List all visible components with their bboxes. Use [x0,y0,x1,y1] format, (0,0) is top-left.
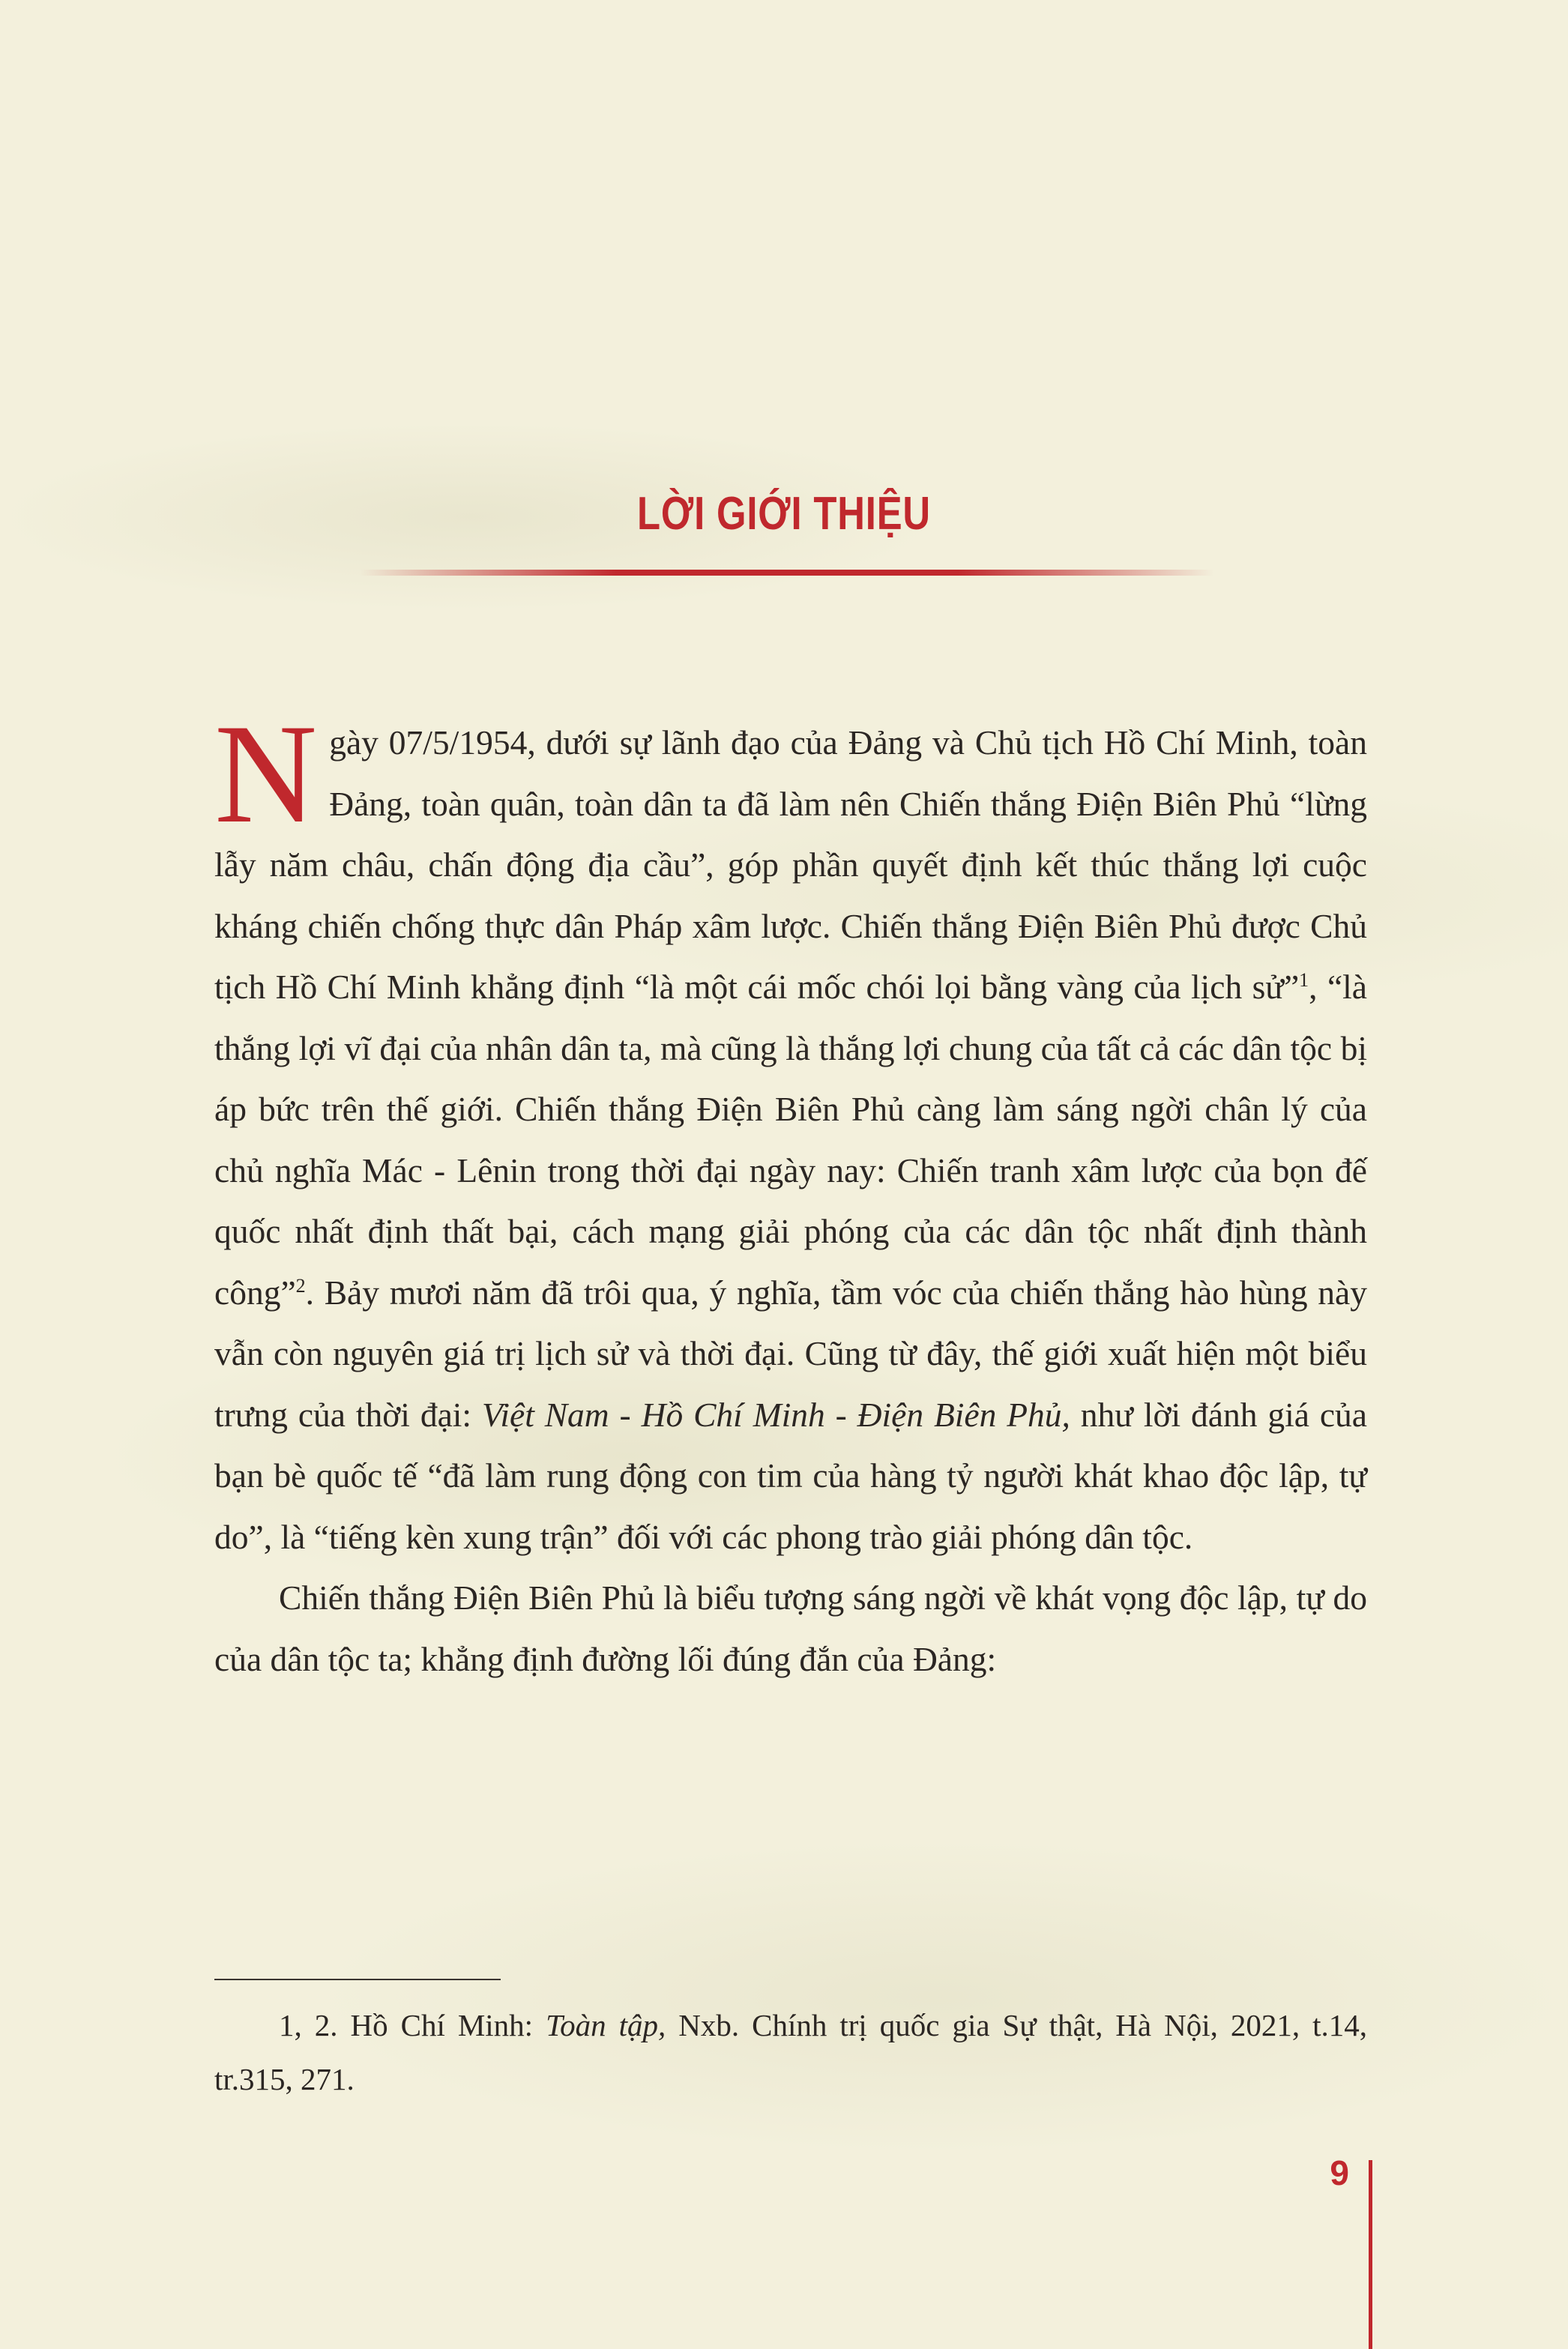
page-number: 9 [1330,2153,1349,2192]
title-underline [360,570,1214,576]
footnote-text-end: Nxb. Chính trị quốc gia Sự thật, Hà Nội, 2021, t.14, tr.315, 271. [214,2008,1367,2096]
footnote-ref-1: 1 [1299,969,1309,991]
footnote-divider [214,1979,501,1980]
paragraph-2: Chiến thắng Điện Biên Phủ là biểu tượng sáng ngời về khát vọng độc lập, tự do của dân tộc ta; khẳng định đường lối đúng đắn của Đảng: [214,1578,1367,1678]
footnote [214,1998,1367,2106]
paragraph-1 [214,696,1367,1567]
page-title: LỜI GIỚI THIỆU [637,488,931,540]
main-text [214,696,1367,1689]
paragraph-1-text-cont2: . Bảy mươi năm đã trôi qua, ý nghĩa, tầm vóc của chiến thắng hào hùng này vẫn còn nguyên giá trị lịch sử và thời đại. Cũng từ đây, thế giới xuất hiện một biểu trưng của thời đại: [214,1273,1367,1434]
footnote-text: 1, 2. Hồ Chí Minh: [279,2008,546,2042]
paragraph-1-text: gày 07/5/1954, dưới sự lãnh đạo của Đảng và Chủ tịch Hồ Chí Minh, toàn Đảng, toàn quân, toàn dân ta đã làm nên Chiến thắng Điện Biên Phủ “lừng lẫy năm châu, chấn động địa cầu”, góp phần quyết định kết thúc thắng lợi cuộc kháng chiến chống thực dân Pháp xâm lược. Chiến thắng Điện Biên Phủ được Chủ tịch Hồ Chí Minh khẳng định “là một cái mốc chói lọi bằng vàng của lịch sử” [214,723,1367,1006]
footnote-italic: Toàn tập, [546,2008,666,2042]
paragraph-1-italic: Việt Nam - Hồ Chí Minh - Điện Biên Phủ, [481,1395,1070,1434]
footnote-ref-2: 2 [295,1274,306,1297]
paragraph-1-text-end: như lời đánh giá của bạn bè quốc tế “đã làm rung động con tim của hàng tỷ người khát khao độc lập, tự do”, là “tiếng kèn xung trận” đối với các phong trào giải phóng dân tộc. [214,1395,1367,1556]
paragraph-1-text-cont: , “là thắng lợi vĩ đại của nhân dân ta, mà cũng là thắng lợi chung của tất cả các dân tộc bị áp bức trên thế giới. Chiến thắng Điện Biên Phủ càng làm sáng ngời chân lý của chủ nghĩa Mác - Lênin trong thời đại ngày nay: Chiến tranh xâm lược của bọn đế quốc nhất định thất bại, cách mạng giải phóng của các dân tộc nhất định thành công” [214,968,1367,1312]
page-number-bar [1369,2160,1372,2349]
drop-cap: N [214,696,318,853]
